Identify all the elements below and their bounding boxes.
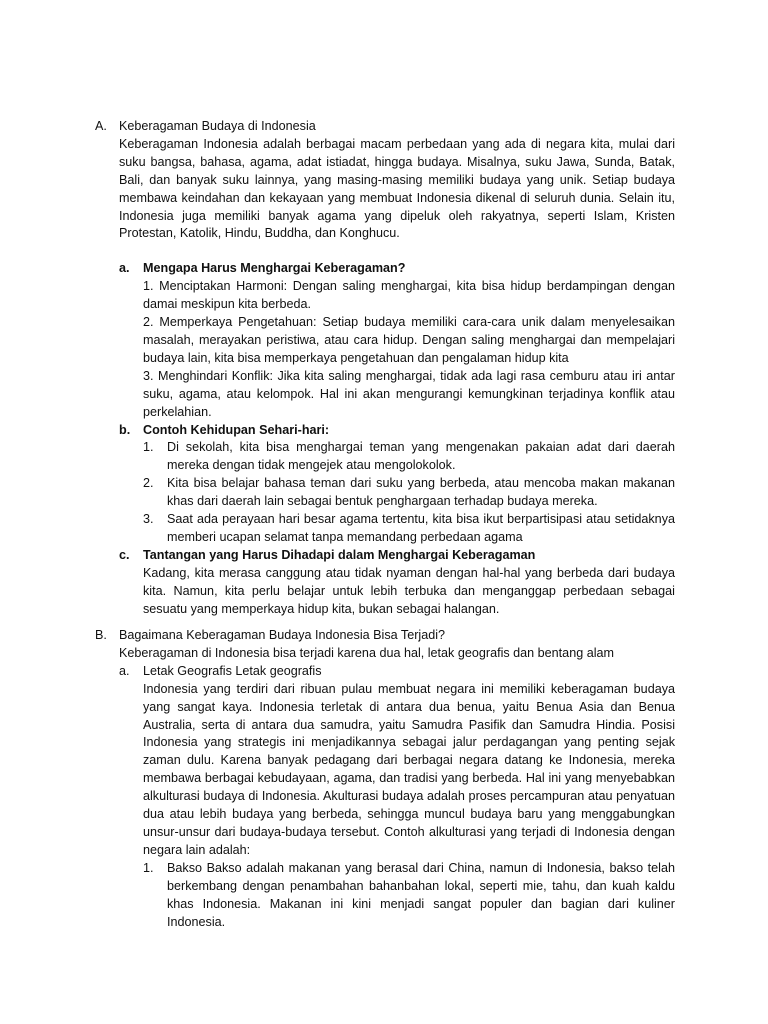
section-b — [95, 627, 675, 931]
list-item-number: 3. — [143, 512, 154, 527]
subsection-geography-title: Letak Geografis Letak geografis — [143, 663, 322, 678]
point-knowledge: 2. Memperkaya Pengetahuan: Setiap budaya memiliki cara-cara unik dalam menyelesaikan masalah, merayakan peristiwa, atau cara hidup. Dengan saling menghargai dan mempelajari budaya lain, kita bisa memperkaya pengetahuan dan pengalaman hidup kita — [143, 315, 675, 365]
subsection-c-challenges — [119, 547, 675, 619]
list-item — [143, 860, 675, 932]
list-item — [143, 475, 675, 511]
section-b-marker: B. — [95, 628, 107, 642]
list-item-text: Di sekolah, kita bisa menghargai teman yang mengenakan pakaian adat dari daerah mereka dengan tidak mengejek atau mengolokolok. — [167, 440, 675, 473]
section-a-title: Keberagaman Budaya di Indonesia — [119, 119, 316, 133]
list-item-text: Saat ada perayaan hari besar agama tertentu, kita bisa ikut berpartisipasi atau setidaknya memberi ucapan selamat tanpa memandang perbedaan agama — [167, 512, 675, 544]
subsection-geography-marker: a. — [119, 663, 130, 678]
subsection-geography-paragraph: Indonesia yang terdiri dari ribuan pulau membuat negara ini memiliki keberagaman budaya yang sangat kaya. Indonesia terletak di antara dua benua, yaitu Benua Asia dan Benua Australia, serta di antara dua samudra, yaitu Samudra Pasifik dan Samudra Hindia. Posisi Indonesia yang strategis ini menjadikannya sebagai jalur perdagangan yang penting sejak zaman dulu. Karena banyak pedagang dari berbagai negara datang ke Indonesia, mereka membawa berbagai kebudayaan, agama, dan tradisi yang berbeda. Hal ini yang menyebabkan alkulturasi budaya di Indonesia. Akulturasi budaya adalah proses percampuran atau penyatuan dua atau lebih budaya yang berbeda, sehingga muncul budaya baru yang menggabungkan unsur-unsur dari budaya-budaya tersebut. Contoh alkulturasi yang terjadi di Indonesia dengan negara lain adalah: — [143, 681, 675, 857]
list-item — [143, 511, 675, 547]
list-item-text: Bakso Bakso adalah makanan yang berasal dari China, namun di Indonesia, bakso telah berkembang dengan penambahan bahanbahan lokal, seperti mie, tahu, dan kuah kaldu khas Indonesia. Makanan ini kini menjadi sangat populer dan bagian dari kuliner Indonesia. — [167, 860, 675, 929]
point-conflict: 3. Menghindari Konflik: Jika kita saling menghargai, tidak ada lagi rasa cemburu atau iri antar suku, agama, atau kelompok. Hal ini akan mengurangi kemungkinan terjadinya konflik atau perkelahian. — [143, 368, 675, 419]
section-a-marker: A. — [95, 119, 107, 133]
list-item-number: 1. — [143, 440, 154, 455]
subsection-geography — [119, 663, 675, 932]
subsection-b-title: Contoh Kehidupan Sehari-hari: — [143, 422, 330, 437]
subsection-b-marker: b. — [119, 422, 131, 437]
list-item — [143, 439, 675, 475]
subsection-c-title: Tantangan yang Harus Dihadapi dalam Menghargai Keberagaman — [143, 547, 536, 562]
subsection-c-marker: c. — [119, 547, 130, 562]
subsection-c-paragraph: Kadang, kita merasa canggung atau tidak nyaman dengan hal-hal yang berbeda dari budaya kita. Namun, kita perlu belajar untuk lebih terbuka dan menganggap perbedaan sebagai sesuatu yang memperkaya hidup kita, bukan sebagai halangan. — [143, 565, 675, 616]
subsection-b-examples — [119, 422, 675, 547]
section-b-heading — [95, 627, 675, 645]
list-item-number: 2. — [143, 476, 154, 491]
section-a-paragraph: Keberagaman Indonesia adalah berbagai macam perbedaan yang ada di negara kita, mulai dari suku bangsa, bahasa, agama, adat istiadat, hingga budaya. Misalnya, suku Jawa, Sunda, Batak, Bali, dan banyak suku lainnya, yang masing-masing memiliki budaya yang unik. Setiap budaya membawa keindahan dan kekayaan yang membuat Indonesia dikenal di seluruh dunia. Selain itu, Indonesia juga memiliki banyak agama yang dipeluk oleh rakyatnya, seperti Islam, Kristen Protestan, Katolik, Hindu, Buddha, dan Konghucu. — [119, 136, 675, 241]
section-b-intro: Keberagaman di Indonesia bisa terjadi karena dua hal, letak geografis dan bentang alam — [119, 645, 614, 660]
point-harmony: 1. Menciptakan Harmoni: Dengan saling menghargai, kita bisa hidup berdampingan dengan damai meskipun kita berbeda. — [143, 279, 675, 312]
list-item-text: Kita bisa belajar bahasa teman dari suku yang berbeda, atau mencoba makan makanan khas dari daerah lain sebagai bentuk penghargaan terhadap budaya mereka. — [167, 476, 675, 509]
subsection-a-respect — [119, 260, 675, 421]
list-item-number: 1. — [143, 860, 154, 875]
section-b-title: Bagaimana Keberagaman Budaya Indonesia Bisa Terjadi? — [119, 628, 446, 642]
subsection-a-title: Mengapa Harus Menghargai Keberagaman? — [143, 261, 406, 276]
subsection-a-marker: a. — [119, 261, 130, 276]
section-a-heading — [95, 118, 675, 136]
section-a — [95, 118, 675, 618]
